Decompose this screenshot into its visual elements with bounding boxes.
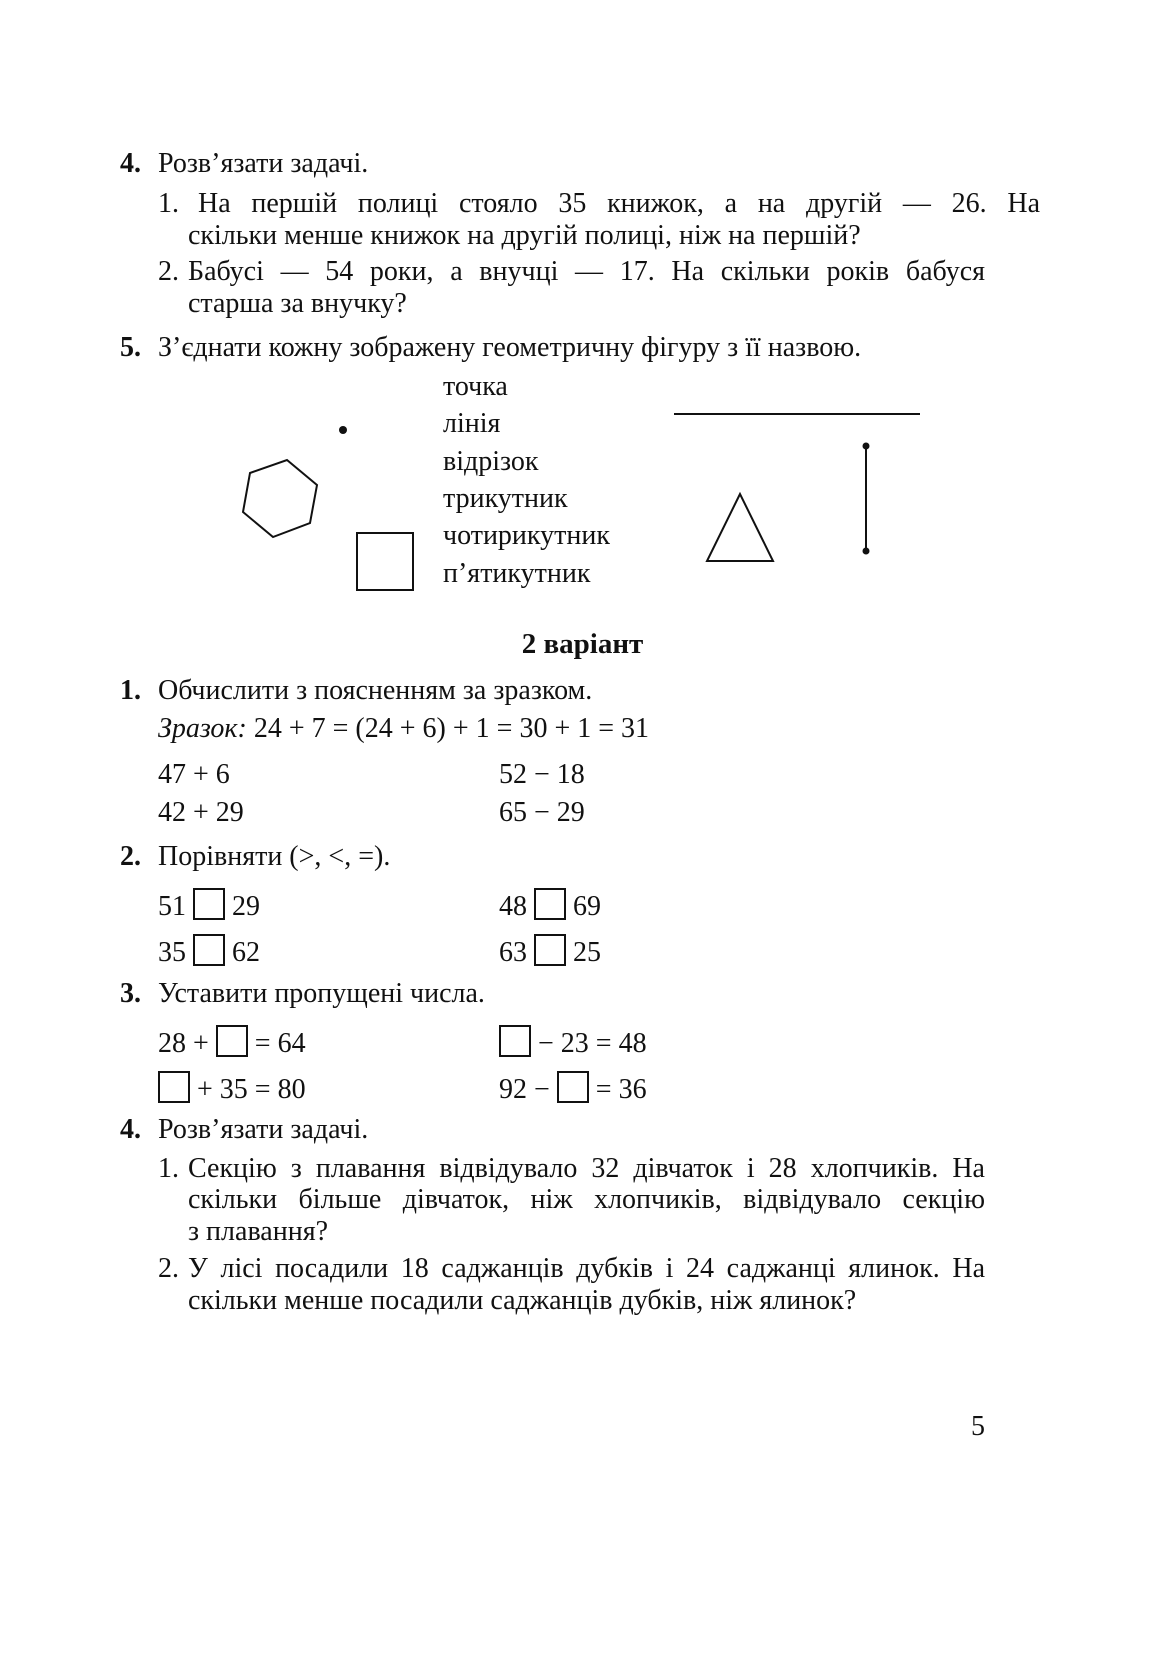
expr-after: = 64 bbox=[254, 1028, 306, 1059]
compare-left: 48 bbox=[499, 891, 527, 922]
task-number: 1. bbox=[120, 675, 141, 706]
example-row bbox=[158, 715, 649, 743]
problem-text-line: старша за внучку? bbox=[188, 288, 407, 319]
task-number: 3. bbox=[120, 978, 141, 1009]
problem-number: 2. bbox=[158, 256, 179, 287]
figure-name-quadrilateral: чотирикутник bbox=[443, 520, 610, 551]
answer-box[interactable] bbox=[193, 934, 225, 966]
exercise: 52 − 18 bbox=[499, 759, 585, 790]
task-number: 4. bbox=[120, 148, 141, 179]
compare-right: 29 bbox=[232, 891, 260, 922]
task-title: Розв’язати задачі. bbox=[158, 1114, 369, 1145]
expr-after: + 35 = 80 bbox=[197, 1074, 306, 1105]
expr-after: = 36 bbox=[595, 1074, 647, 1105]
problem-text-line: скільки більше дівчаток, ніж хлопчиків, відвідувало секцію bbox=[188, 1184, 985, 1215]
answer-box[interactable] bbox=[557, 1071, 589, 1103]
problem-text-line: скільки менше книжок на другій полиці, ніж на першій? bbox=[188, 220, 861, 251]
task-number: 2. bbox=[120, 841, 141, 872]
compare-left: 35 bbox=[158, 937, 186, 968]
problem-number: 1. bbox=[158, 1153, 179, 1184]
figure-name-pentagon: п’ятикутник bbox=[443, 558, 591, 589]
compare-left: 63 bbox=[499, 937, 527, 968]
compare-row bbox=[158, 934, 260, 967]
problem-text-line: На першій полиці стояло 35 книжок, а на другій — 26. На bbox=[198, 188, 1040, 219]
figure-name-segment: відрізок bbox=[443, 446, 539, 477]
task-title: Уставити пропущені числа. bbox=[158, 978, 485, 1009]
segment-endpoint bbox=[863, 443, 870, 450]
compare-row bbox=[499, 888, 601, 921]
fill-row bbox=[499, 1025, 647, 1058]
compare-right: 25 bbox=[573, 937, 601, 968]
expr-before: 28 + bbox=[158, 1028, 209, 1059]
problem-text-line: У лісі посадили 18 саджанців дубків і 24 саджанці ялинок. На bbox=[188, 1253, 985, 1284]
figure-name-triangle: трикутник bbox=[443, 483, 568, 514]
answer-box[interactable] bbox=[193, 888, 225, 920]
problem-text-line: Бабусі — 54 роки, а внучці — 17. На скільки років бабуся bbox=[188, 256, 985, 287]
variant-heading: 2 варіант bbox=[521, 628, 644, 660]
answer-box[interactable] bbox=[534, 934, 566, 966]
square-figure bbox=[357, 533, 413, 590]
answer-box[interactable] bbox=[158, 1071, 190, 1103]
expr-after: − 23 = 48 bbox=[538, 1028, 647, 1059]
exercise: 65 − 29 bbox=[499, 797, 585, 828]
example-expression: 24 + 7 = (24 + 6) + 1 = 30 + 1 = 31 bbox=[253, 713, 650, 744]
compare-right: 62 bbox=[232, 937, 260, 968]
answer-box[interactable] bbox=[216, 1025, 248, 1057]
exercise: 47 + 6 bbox=[158, 759, 230, 790]
problem-text-line: з плавання? bbox=[188, 1216, 328, 1247]
problem-text-line: Секцію з плавання відвідувало 32 дівчаток і 28 хлопчиків. На bbox=[188, 1153, 985, 1184]
triangle-figure bbox=[707, 494, 773, 561]
problem-number: 1. bbox=[158, 188, 179, 219]
figure-name-line: лінія bbox=[443, 408, 501, 439]
compare-right: 69 bbox=[573, 891, 601, 922]
task-title: З’єднати кожну зображену геометричну фігуру з її назвою. bbox=[158, 332, 862, 363]
fill-row bbox=[158, 1025, 306, 1058]
page-number: 5 bbox=[971, 1411, 985, 1442]
task-title: Розв’язати задачі. bbox=[158, 148, 369, 179]
compare-row bbox=[499, 934, 601, 967]
problem-text-line: скільки менше посадили саджанців дубків, ніж ялинок? bbox=[188, 1285, 857, 1316]
segment-endpoint bbox=[863, 548, 870, 555]
problem-number: 2. bbox=[158, 1253, 179, 1284]
fill-row bbox=[158, 1071, 306, 1104]
compare-row bbox=[158, 888, 260, 921]
exercise: 42 + 29 bbox=[158, 797, 244, 828]
compare-left: 51 bbox=[158, 891, 186, 922]
task-number: 4. bbox=[120, 1114, 141, 1145]
task-number: 5. bbox=[120, 332, 141, 363]
answer-box[interactable] bbox=[534, 888, 566, 920]
task-title: Обчислити з поясненням за зразком. bbox=[158, 675, 593, 706]
example-label: Зразок: bbox=[158, 713, 247, 744]
task-title: Порівняти (>, <, =). bbox=[158, 841, 391, 872]
point-figure bbox=[339, 426, 347, 434]
hexagon-figure bbox=[243, 460, 317, 537]
answer-box[interactable] bbox=[499, 1025, 531, 1057]
fill-row bbox=[499, 1071, 647, 1104]
expr-before: 92 − bbox=[499, 1074, 550, 1105]
figure-name-point: точка bbox=[443, 371, 508, 402]
